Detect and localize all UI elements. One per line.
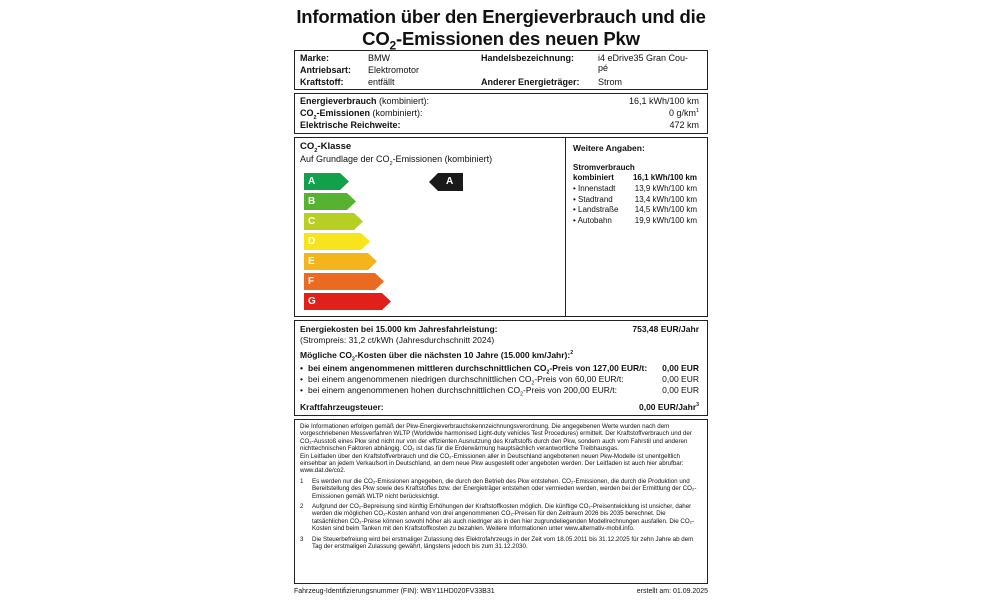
co2-class-bar-b	[304, 193, 356, 210]
other-energy-value: Strom	[598, 77, 623, 87]
co2-class-bar-e	[304, 253, 377, 270]
footnote-number: 3	[300, 535, 304, 543]
brand-label: Marke:	[300, 53, 330, 63]
consumption-detail-value: 13,4 kWh/100 km	[634, 194, 697, 204]
footnote-text: Es werden nur die CO₂-Emissionen angegeben, die durch den Betrieb des Pkw entstehen. CO₂-Emissionen, die durch die Produktion und Bereitstellung des Pkw sowie des Kraftstoffes bzw. der Energieträger entstehen oder vermieden werden, werden bei der Ermittlung der CO₂-Emissionen gemäß WLTP nicht berücksichtigt.	[312, 477, 697, 500]
consumption-detail-row	[573, 205, 703, 215]
divider	[565, 138, 566, 316]
trade-name-label: Handelsbezeichnung:	[481, 53, 575, 63]
co2-class-bar-a	[304, 173, 349, 190]
combined-row: kombiniert 16,1 kWh/100 km	[573, 173, 697, 182]
consumption-detail-row	[573, 195, 703, 205]
consumption-box	[294, 93, 708, 134]
fin-text: Fahrzeug-Identifizierungsnummer (FIN): WBY11HD020FV33B31	[294, 588, 495, 595]
energy-label	[294, 0, 708, 600]
co2-cost-mid-value: 0,00 EUR	[662, 363, 699, 373]
trade-name-value-1: i4 eDrive35 Gran Cou-	[598, 53, 689, 63]
footnotes-intro: Die Informationen erfolgen gemäß der Pkw-Energieverbrauchskennzeichnungsverordnung. Die angegebenen Werte wurden nach dem vorgeschriebenen Messverfahren WLTP (Worldwide harmonised Light-duty vehicles Test Procedures) ermittelt. Der Kraftstoffverbrauch und der CO₂-Ausstoß eines Pkw sind nicht nur von der effizienten Ausnutzung des Kraftstoffs durch den Pkw, sondern auch vom Fahrstil und anderen nichttechnischen Faktoren abhängig. CO₂ ist das für die Erderwärmung hauptsächlich verantwortliche Treibhausgas. Ein Leitfaden über den Kraftstoffverbrauch und die CO₂-Emissionen aller in Deutschland angebotenen neuen Pkw-Modelle ist unentgeltlich einsehbar an jedem Verkaufsort in Deutschland, an dem neue Pkw ausgestellt oder angeboten werden. Der Leitfaden ist auch hier abrufbar: www.dat.de/co2.	[300, 423, 692, 475]
co2-class-letter: D	[308, 236, 316, 247]
brand-value: BMW	[368, 53, 390, 63]
footnotes-box	[294, 419, 708, 584]
page-title: Information über den Energieverbrauch und die $CO_2$-Emissionen des neuen Pkw	[296, 6, 706, 53]
co2-class-letter: G	[308, 296, 316, 307]
co2-cost-mid-row: • bei einem angenommenen mittleren durchschnittlichen $CO_2$-Preis von 127,00 EUR/t: 0,00 EUR	[300, 363, 699, 376]
co2-costs-heading: Mögliche $CO_2$-Kosten über die nächsten 10 Jahre (15.000 km/Jahr):$^2$	[300, 350, 574, 363]
consumption-detail-label: • Stadtrand	[573, 194, 613, 204]
co2-emissions-row: $CO_2$-Emissionen (kombiniert): 0 $g/km^1$	[300, 108, 699, 121]
combined-value: 16,1 kWh/100 km	[632, 173, 697, 182]
further-info-title: Weitere Angaben:	[573, 143, 645, 153]
other-energy-label: Anderer Energieträger:	[481, 77, 580, 87]
co2-class-letter: C	[308, 216, 316, 227]
consumption-detail-label: • Landstraße	[573, 205, 619, 214]
range-value: 472 km	[669, 120, 699, 130]
power-consumption-heading: Stromverbrauch	[573, 163, 635, 172]
consumption-detail-label: • Autobahn	[573, 215, 612, 225]
consumption-detail-value: 14,5 kWh/100 km	[634, 205, 697, 214]
footnote-item	[300, 536, 702, 551]
fuel-value: entfällt	[368, 77, 395, 87]
range-row: Elektrische Reichweite: 472 km	[300, 120, 699, 130]
trade-name-value-2: pé	[598, 63, 609, 73]
vehicle-tax-row: Kraftfahrzeugsteuer: 0,00 EUR/Jahr$^3$	[300, 402, 699, 412]
vehicle-info-box	[294, 50, 708, 90]
footnote-text: Aufgrund der CO₂-Bepreisung sind künftig Erhöhungen der Kraftstoffkosten möglich. Die künftige CO₂-Preisentwicklung ist unsicher, daher werden die möglichen CO₂-Kosten anhand von drei angenommenen CO₂-Preisen für den Zeitraum 2026 bis 2035 berechnet. Die tatsächlichen CO₂-Preise können sowohl höher als auch niedriger als in den hier zugrundeliegenden Modellrechnungen ausfallen. Die CO₂-Kosten sind beim Tanken mit den Kraftstoffkosten zu bezahlen. Weitere Informationen unter www.alternativ-mobil.info.	[312, 503, 695, 533]
co2-class-bar-f	[304, 273, 384, 290]
created-date: erstellt am: 01.09.2025	[636, 588, 708, 595]
co2-class-letter: F	[308, 276, 315, 287]
energy-consumption-value: 16,1 kWh/100 km	[628, 96, 699, 106]
costs-box	[294, 320, 708, 416]
co2-cost-high-value: 0,00 EUR	[662, 385, 699, 395]
co2-class-box	[294, 137, 708, 317]
consumption-detail-value: 13,9 kWh/100 km	[634, 184, 697, 193]
footnote-text: Die Steuerbefreiung wird bei erstmaliger Zulassung des Elektrofahrzeugs in der Zeit vom 18.05.2011 bis 31.12.2025 für zehn Jahre ab dem Tag der erstmaligen Zulassung gewährt, längstens jedoch bis zum 31.12.2030.	[312, 535, 694, 551]
co2-class-bar-c	[304, 213, 363, 230]
co2-cost-low-row: • bei einem angenommenen niedrigen durchschnittlichen $CO_2$-Preis von 60,00 EUR/t: 0,00 EUR	[300, 374, 699, 387]
energy-consumption-row: Energieverbrauch (kombiniert): 16,1 kWh/100 km	[300, 96, 699, 106]
consumption-detail-value: 19,9 kWh/100 km	[634, 215, 697, 225]
co2-emissions-value: 0 $g/km^1$	[668, 108, 699, 118]
footer	[294, 587, 708, 596]
energy-costs-row: Energiekosten bei 15.000 km Jahresfahrleistung: 753,48 EUR/Jahr	[300, 324, 699, 334]
drive-value: Elektromotor	[368, 65, 420, 75]
consumption-detail-label: • Innenstadt	[573, 184, 616, 193]
co2-cost-low-value: 0,00 EUR	[662, 374, 699, 384]
footnote-item	[300, 478, 702, 500]
co2-class-title: $CO_2$-Klasse	[300, 141, 352, 154]
power-price-note: (Strompreis: 31,2 ct/kWh (Jahresdurchschnitt 2024)	[300, 335, 495, 345]
consumption-detail-row	[573, 184, 703, 194]
co2-class-letter: A	[308, 176, 316, 187]
co2-class-letter: E	[308, 256, 315, 267]
co2-class-letter: B	[308, 196, 316, 207]
footnotes-list	[300, 478, 702, 551]
drive-label: Antriebsart:	[300, 65, 352, 75]
co2-class-bar-d	[304, 233, 370, 250]
co2-class-subtitle: Auf Grundlage der $CO_2$-Emissionen (kombiniert)	[300, 154, 493, 167]
current-class-pointer	[429, 173, 463, 191]
energy-costs-value: 753,48 EUR/Jahr	[632, 324, 699, 334]
vehicle-tax-value: 0,00 EUR/Jahr$^3$	[638, 402, 699, 412]
co2-class-bar-g	[304, 293, 391, 310]
consumption-detail-row	[573, 216, 703, 226]
footnote-item	[300, 503, 702, 533]
current-class-letter: A	[446, 176, 454, 187]
fuel-label: Kraftstoff:	[300, 77, 344, 87]
footnote-number: 1	[300, 477, 304, 485]
footnote-number: 2	[300, 503, 304, 511]
co2-cost-high-row: • bei einem angenommenen hohen durchschnittlichen $CO_2$-Preis von 200,00 EUR/t: 0,00 EUR	[300, 385, 699, 398]
